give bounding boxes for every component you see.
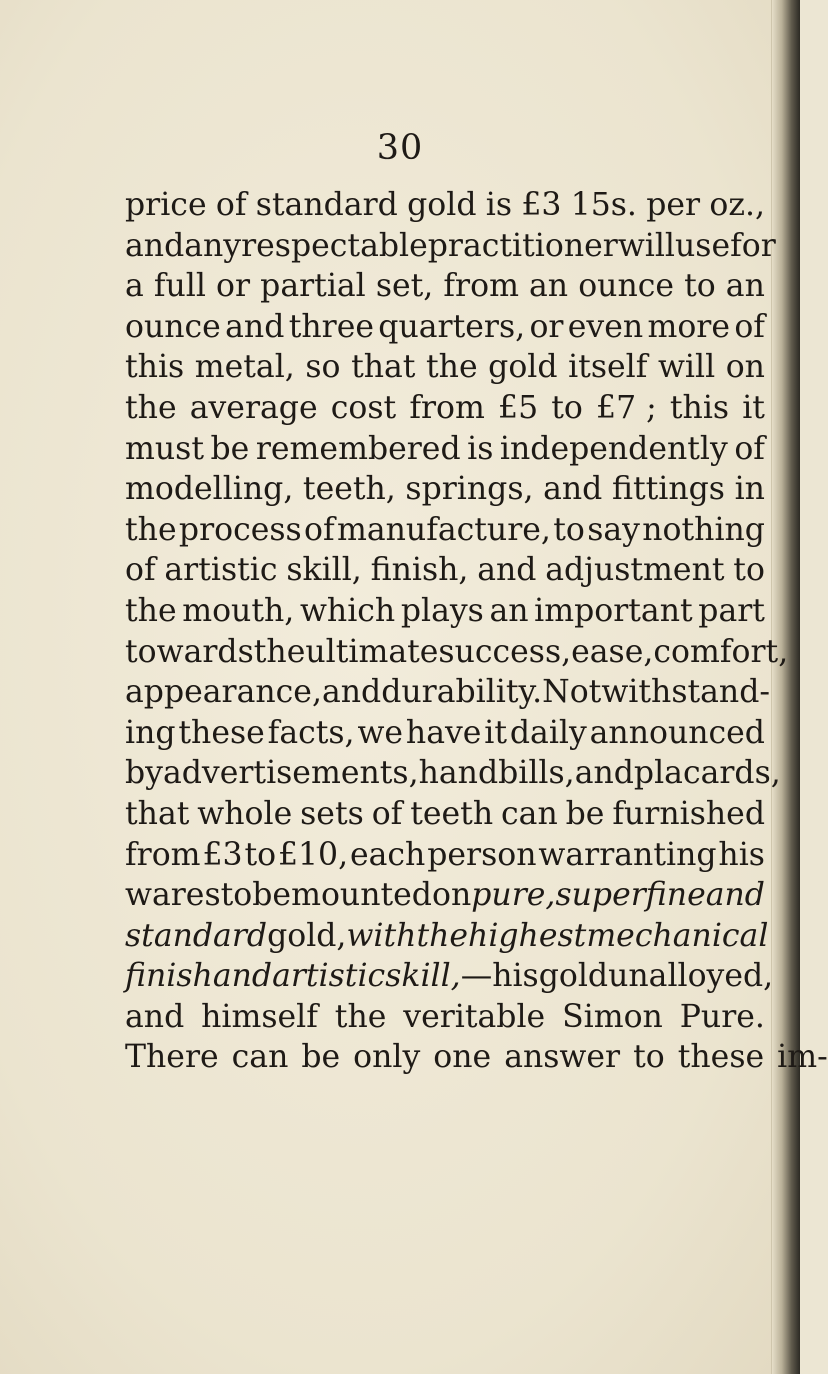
- word: pure,: [471, 877, 556, 914]
- word: that: [125, 795, 190, 832]
- word: of: [734, 430, 765, 467]
- word: per: [646, 187, 701, 223]
- word: which: [299, 592, 396, 629]
- book-spine-shadow: [772, 0, 800, 1374]
- word: a: [125, 268, 144, 305]
- word: use: [675, 227, 731, 264]
- word: quarters,: [378, 308, 526, 345]
- word: the: [334, 998, 387, 1035]
- word: modelling,: [125, 471, 294, 508]
- word: artistic: [164, 552, 278, 589]
- word: ing: [125, 714, 176, 751]
- word: have: [405, 714, 482, 751]
- word: each: [349, 836, 426, 873]
- word: for: [730, 227, 776, 264]
- word: manufacture,: [336, 511, 551, 548]
- text-line: [125, 226, 776, 267]
- word: and: [543, 471, 603, 508]
- word: an: [529, 268, 569, 305]
- word: to: [684, 268, 716, 305]
- word: standard: [125, 917, 268, 954]
- word: only: [353, 1039, 421, 1076]
- text-line: [125, 266, 765, 307]
- word: towards: [125, 633, 254, 670]
- word: remembered: [255, 430, 461, 467]
- word: handbills,: [418, 755, 575, 792]
- word: three: [288, 308, 374, 345]
- word: Simon: [562, 998, 663, 1035]
- word: more: [647, 308, 731, 345]
- word: Notwithstand-: [542, 674, 771, 711]
- word: be: [565, 795, 605, 832]
- word: or: [529, 308, 564, 345]
- word: whole: [197, 795, 293, 832]
- word: that: [351, 349, 416, 386]
- word: of: [734, 308, 765, 345]
- word: independently: [499, 430, 728, 467]
- word: £3: [202, 836, 243, 873]
- text-line: [125, 429, 765, 470]
- word: and: [212, 958, 273, 995]
- word: of: [215, 187, 247, 223]
- word: it: [742, 389, 765, 426]
- word: There: [125, 1039, 219, 1076]
- text-line: [125, 956, 774, 997]
- text-line: [125, 307, 765, 348]
- word: finish: [125, 958, 213, 995]
- word: plays: [400, 592, 484, 629]
- word: the: [426, 349, 478, 386]
- word: metal,: [194, 349, 295, 386]
- word: facts,: [267, 714, 355, 751]
- text-line: [125, 835, 765, 876]
- word: be: [252, 877, 292, 914]
- word: Pure.: [679, 998, 765, 1035]
- word: to: [551, 389, 583, 426]
- word: himself: [201, 998, 318, 1035]
- word: announced: [589, 714, 765, 751]
- word: comfort,: [653, 633, 789, 670]
- word: 15s.: [570, 187, 637, 223]
- word: im-: [777, 1039, 828, 1076]
- word: warranting: [538, 836, 717, 873]
- word: durability.: [381, 674, 543, 711]
- word: practitioner: [427, 227, 618, 264]
- text-line: [125, 550, 765, 591]
- word: skill,: [385, 958, 461, 995]
- text-line: [125, 591, 765, 632]
- word: average: [189, 389, 318, 426]
- word: mechanical: [586, 917, 769, 954]
- word: standard: [255, 187, 398, 223]
- word: ounce: [578, 268, 675, 305]
- text-line: [125, 469, 765, 510]
- word: advertisements,: [162, 755, 419, 792]
- word: the: [125, 389, 177, 426]
- word: say: [587, 511, 640, 548]
- word: and: [125, 998, 185, 1035]
- word: —his: [460, 958, 539, 995]
- text-line: [125, 672, 771, 713]
- word: and: [477, 552, 537, 589]
- word: artistic: [272, 958, 386, 995]
- word: £10,: [277, 836, 349, 873]
- word: wares: [125, 877, 221, 914]
- word: process: [178, 511, 302, 548]
- word: skill,: [286, 552, 362, 589]
- word: mouth,: [182, 592, 295, 629]
- word: and: [225, 308, 285, 345]
- word: and: [321, 674, 382, 711]
- word: gold: [407, 187, 477, 223]
- word: gold: [488, 349, 558, 386]
- word: or: [216, 268, 251, 305]
- word: respectable: [241, 227, 428, 264]
- word: is: [467, 430, 494, 467]
- word: be: [210, 430, 250, 467]
- word: and: [574, 755, 634, 792]
- word: sets: [300, 795, 364, 832]
- word: his: [718, 836, 765, 873]
- word: by: [125, 755, 163, 792]
- word: placards,: [633, 755, 781, 792]
- word: mounted: [291, 877, 432, 914]
- word: daily: [509, 714, 587, 751]
- word: ultimate: [305, 633, 439, 670]
- text-line: [125, 510, 765, 551]
- text-line: [125, 794, 765, 835]
- word: to: [633, 1039, 665, 1076]
- word: veritable: [403, 998, 546, 1035]
- word: to: [553, 511, 585, 548]
- word: one: [433, 1039, 492, 1076]
- word: oz.,: [709, 187, 765, 223]
- word: full: [153, 268, 206, 305]
- word: in: [734, 471, 765, 508]
- word: be: [301, 1039, 341, 1076]
- word: of: [125, 552, 156, 589]
- text-line: [125, 997, 765, 1038]
- word: the: [125, 592, 177, 629]
- word: partial: [260, 268, 366, 305]
- word: these: [677, 1039, 765, 1076]
- word: cost: [330, 389, 397, 426]
- word: finish,: [370, 552, 469, 589]
- word: from: [443, 268, 519, 305]
- word: fittings: [611, 471, 725, 508]
- word: part: [698, 592, 765, 629]
- word: teeth,: [302, 471, 396, 508]
- word: and: [705, 877, 765, 914]
- word: set,: [375, 268, 434, 305]
- word: person: [427, 836, 537, 873]
- word: will: [657, 349, 716, 386]
- word: itself: [568, 349, 648, 386]
- word: ounce: [125, 308, 221, 345]
- word: to: [220, 877, 253, 914]
- word: £5: [498, 389, 539, 426]
- word: appearance,: [125, 674, 322, 711]
- word: £7 ;: [596, 389, 657, 426]
- word: and: [125, 227, 185, 264]
- word: on: [431, 877, 472, 914]
- text-line: [125, 388, 765, 429]
- word: can: [501, 795, 558, 832]
- word: we: [357, 714, 404, 751]
- text-line: [125, 753, 781, 794]
- word: to: [244, 836, 277, 873]
- word: an: [489, 592, 529, 629]
- word: £3: [521, 187, 562, 223]
- word: this: [125, 349, 185, 386]
- word: springs,: [405, 471, 534, 508]
- text-line: [125, 875, 765, 916]
- word: success,: [438, 633, 572, 670]
- word: from: [125, 836, 201, 873]
- word: it: [484, 714, 508, 751]
- word: an: [725, 268, 765, 305]
- word: with: [346, 917, 417, 954]
- word: highest: [468, 917, 587, 954]
- word: even: [567, 308, 644, 345]
- word: from: [409, 389, 485, 426]
- text-line: [125, 1037, 828, 1078]
- word: is: [485, 187, 513, 223]
- text-line: [125, 632, 789, 673]
- word: answer: [504, 1039, 621, 1076]
- word: the: [253, 633, 306, 670]
- word: to: [733, 552, 765, 589]
- text-line: [125, 347, 765, 388]
- word: ease,: [571, 633, 654, 670]
- word: furnished: [612, 795, 765, 832]
- word: can: [231, 1039, 289, 1076]
- page-number: 30: [376, 128, 424, 168]
- word: of: [304, 511, 335, 548]
- word: this: [669, 389, 730, 426]
- word: the: [125, 511, 177, 548]
- word: of: [371, 795, 403, 832]
- word: unalloyed,: [608, 958, 774, 995]
- word: the: [416, 917, 469, 954]
- word: teeth: [410, 795, 494, 832]
- word: any: [184, 227, 242, 264]
- text-line: [125, 713, 765, 754]
- word: price: [125, 187, 207, 223]
- word: so: [305, 349, 341, 386]
- word: these: [178, 714, 265, 751]
- word: adjustment: [545, 552, 725, 589]
- word: important: [534, 592, 693, 629]
- word: gold: [538, 958, 609, 995]
- word: must: [125, 430, 204, 467]
- word: will: [617, 227, 675, 264]
- word: superfine: [555, 877, 706, 914]
- word: on: [725, 349, 765, 386]
- body-text: [125, 185, 828, 1078]
- text-line: [125, 185, 765, 226]
- word: nothing: [642, 511, 765, 548]
- text-line: [125, 916, 769, 957]
- word: gold,: [267, 917, 347, 954]
